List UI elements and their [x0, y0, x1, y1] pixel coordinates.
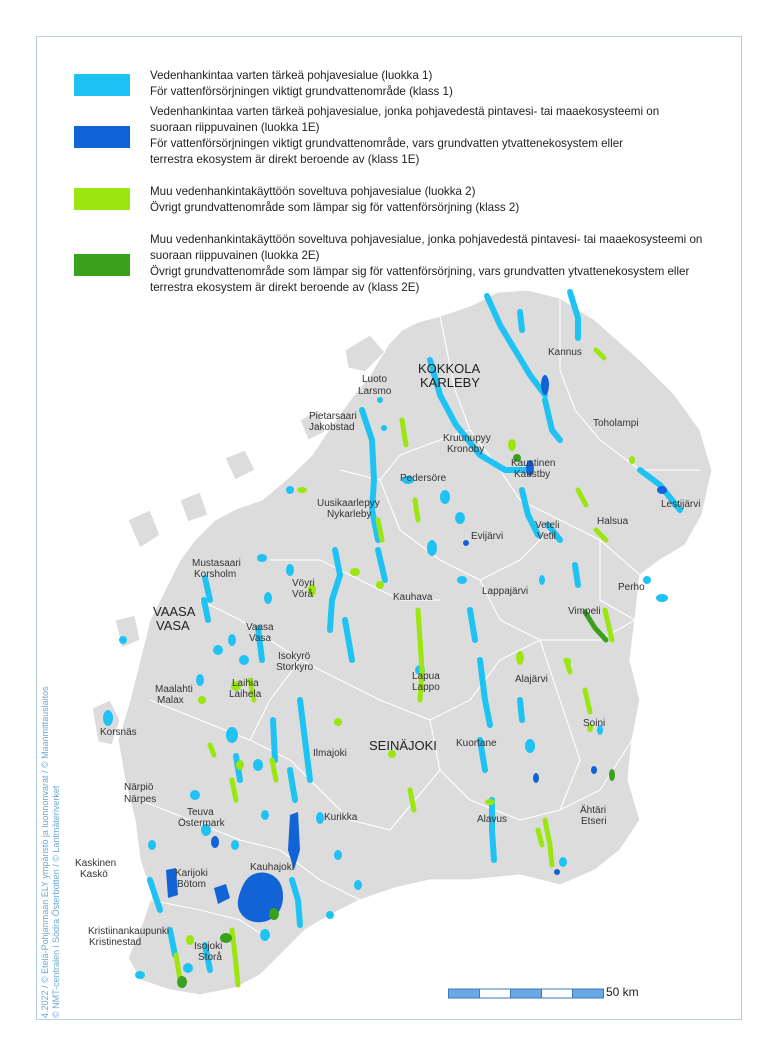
- label-seinajoki: SEINÄJOKI: [369, 738, 437, 753]
- label-uusikaarlepyy: Uusikaarlepyy: [317, 498, 380, 509]
- label-lestijarvi: Lestijärvi: [661, 499, 701, 510]
- legend-fi-extra-class2e: suoraan riippuvainen (luokka 2E): [150, 249, 320, 262]
- legend-swatch-class2: [74, 188, 130, 210]
- legend-text-class1: [150, 68, 740, 100]
- label-korsnas: Korsnäs: [100, 727, 137, 738]
- scale-label: 50 km: [606, 985, 639, 999]
- label-narpes: Närpes: [124, 794, 157, 805]
- label-kauhajoki: Kauhajoki: [250, 862, 294, 873]
- legend-text-class1e: [150, 104, 740, 168]
- label-kurikka: Kurikka: [324, 812, 358, 823]
- label-korsholm: Korsholm: [194, 569, 237, 580]
- label-pedersore: Pedersöre: [400, 473, 447, 484]
- map-credits: [40, 686, 62, 1018]
- legend-sv-class2: Övrigt grundvattenområde som lämpar sig för vattenförsörjning (klass 2): [150, 201, 520, 214]
- label-vaasa-muni: Vaasa: [246, 622, 274, 633]
- label-kasko: Kaskö: [80, 869, 108, 880]
- label-maalahti: Maalahti: [155, 684, 193, 695]
- scale-seg-4: [542, 989, 573, 998]
- label-kuortane: Kuortane: [456, 738, 497, 749]
- credit-line-2: © NMT-centralen i Södra Österbotten / © Lantmäteriverket: [51, 785, 61, 1018]
- label-kannus: Kannus: [548, 347, 582, 358]
- label-stora: Storå: [198, 952, 222, 963]
- label-vetil: Vetil: [537, 531, 556, 542]
- label-ostermark: Östermark: [178, 818, 225, 829]
- label-luoto: Luoto: [362, 374, 388, 385]
- label-vora: Vörå: [292, 589, 314, 600]
- legend-sv-class1: För vattenförsörjningen viktigt grundvattenområde (klass 1): [150, 85, 453, 98]
- label-vaasa-fi: VAASA: [153, 604, 196, 619]
- label-teuva: Teuva: [187, 807, 214, 818]
- label-laihia: Laihia: [232, 678, 259, 689]
- label-botom: Bötom: [177, 879, 206, 890]
- label-jakobstad: Jakobstad: [309, 422, 355, 433]
- label-toholampi: Toholampi: [593, 418, 639, 429]
- label-vimpeli: Vimpeli: [568, 606, 601, 617]
- label-halsua: Halsua: [597, 516, 629, 527]
- label-ilmajoki: Ilmajoki: [313, 748, 347, 759]
- legend-sv1-class1e: För vattenförsörjningen viktigt grundvattenområde, vars grundvatten ytvattenekosystem eller: [150, 137, 624, 150]
- credit-line-1: 4.2022 / © Etelä-Pohjanmaan ELY ympäristö ja luonnonvarat / © Maanmittauslaitos: [40, 686, 50, 1018]
- legend-sv2-class2e: terrestra ekosystem är direkt beroende av (klass 2E): [150, 281, 420, 294]
- legend-text-class2: [150, 184, 740, 216]
- legend-swatch-class1: [74, 74, 130, 96]
- label-nykarleby: Nykarleby: [327, 509, 372, 520]
- label-kaustinen: Kaustinen: [511, 458, 556, 469]
- label-lappajarvi: Lappajärvi: [482, 586, 529, 597]
- label-kruunupyy: Kruunupyy: [443, 433, 491, 444]
- label-voyri: Vöyri: [292, 578, 315, 589]
- legend-text-class2e: [150, 232, 740, 296]
- label-isokyro: Isokyrö: [278, 651, 311, 662]
- legend-sv1-class2e: Övrigt grundvattenområde som lämpar sig för vattenförsörjning, vars grundvatten ytvattenekosystem eller: [150, 265, 690, 278]
- label-karijoki: Karijoki: [175, 868, 208, 879]
- label-laihela: Laihela: [229, 689, 262, 700]
- legend-fi-class1: Vedenhankintaa varten tärkeä pohjavesialue (luokka 1): [150, 69, 433, 82]
- label-lapua: Lapua: [412, 671, 440, 682]
- label-isojoki: Isojoki: [194, 941, 223, 952]
- label-narpio: Närpiö: [124, 782, 154, 793]
- label-perho: Perho: [618, 582, 645, 593]
- label-soini: Soini: [583, 718, 606, 729]
- legend-fi-extra-class1e: suoraan riippuvainen (luokka 1E): [150, 121, 320, 134]
- scale-bar: [448, 988, 604, 1000]
- label-vasa-muni: Vasa: [249, 633, 272, 644]
- label-malax: Malax: [157, 695, 184, 706]
- label-alajarvi: Alajärvi: [515, 674, 548, 685]
- label-evijarvi: Evijärvi: [471, 531, 504, 542]
- label-mustasaari: Mustasaari: [192, 558, 241, 569]
- label-kaustby: Kaustby: [514, 469, 551, 480]
- label-etseri: Etseri: [581, 816, 607, 827]
- label-kokkola: KOKKOLA: [418, 361, 481, 376]
- legend-swatch-class2e: [74, 254, 130, 276]
- label-kronoby: Kronoby: [447, 444, 485, 455]
- label-kauhava: Kauhava: [393, 592, 433, 603]
- label-veteli: Veteli: [535, 520, 560, 531]
- label-lappo: Lappo: [412, 682, 440, 693]
- legend-fi-class1e: Vedenhankintaa varten tärkeä pohjavesialue, jonka pohjavedestä pintavesi- tai maaekosysteemi on: [150, 105, 660, 118]
- scale-seg-3: [511, 989, 542, 998]
- legend-fi-class2: Muu vedenhankintakäyttöön soveltuva pohjavesialue (luokka 2): [150, 185, 476, 198]
- legend-swatch-class1e: [74, 126, 130, 148]
- scale-seg-2: [480, 989, 511, 998]
- label-karleby: KARLEBY: [420, 375, 480, 390]
- label-kristinestad: Kristinestad: [89, 937, 142, 948]
- label-ahtari: Ähtäri: [580, 805, 607, 816]
- label-kaskinen: Kaskinen: [75, 858, 117, 869]
- label-larsmo: Larsmo: [358, 386, 392, 397]
- legend-fi-class2e: Muu vedenhankintakäyttöön soveltuva pohjavesialue, jonka pohjavedestä pintavesi- tai maaekosysteemi on: [150, 233, 703, 246]
- label-vaasa-sv: VASA: [156, 618, 190, 633]
- label-alavus: Alavus: [477, 814, 508, 825]
- label-kristiinankaupunki: Kristiinankaupunki: [88, 926, 170, 937]
- label-pietarsaari: Pietarsaari: [309, 411, 357, 422]
- label-storkyro: Storkyro: [276, 662, 314, 673]
- scale-seg-5: [573, 989, 604, 998]
- scale-seg-1: [449, 989, 480, 998]
- legend-sv2-class1e: terrestra ekosystem är direkt beroende av (klass 1E): [150, 153, 420, 166]
